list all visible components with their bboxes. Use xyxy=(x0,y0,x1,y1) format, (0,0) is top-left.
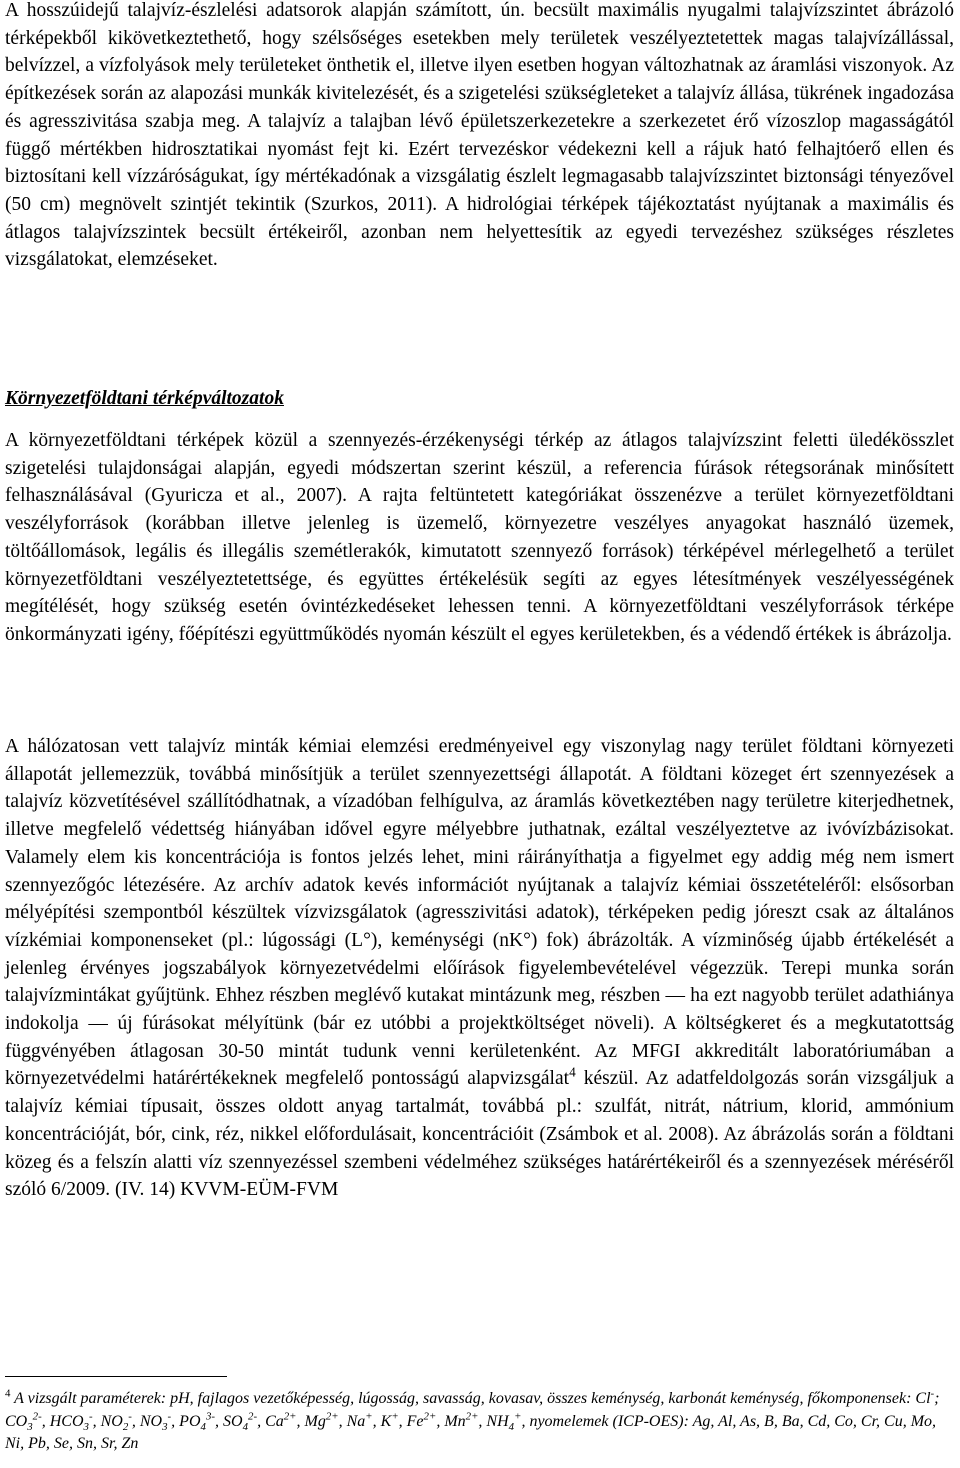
ion-separator: ; xyxy=(934,1390,940,1407)
ion-charge: 2- xyxy=(248,1410,258,1423)
ion-formula xyxy=(100,1410,132,1433)
ion-base: NO xyxy=(139,1412,163,1430)
ion-separator: , xyxy=(478,1412,487,1430)
ion-charge: 2+ xyxy=(423,1410,437,1423)
footnote-separator xyxy=(5,1376,227,1377)
paragraph-water-chemistry-text-2: készül. Az adatfeldolgozás során vizsgáljuk a talajvíz kémiai típusait, összes oldott anyag tartalmát, továbbá pl.: szulfát, nitrát, nátrium, klorid, ammónium koncentrációját, bór, cink, réz, nikkel előfordulásait, koncentrációit (Zsámbok et al. 2008). Az ábrázolás során a földtani közeg és a felszín alatti víz szennyezéssel szembeni védelméhez szükséges határértékeiről és a szennyezések méréséről szóló 6/2009. (IV. 14) KVVM-EÜM-FVM xyxy=(5,1068,954,1201)
ion-separator: , xyxy=(436,1412,445,1430)
ion-subscript: 4 xyxy=(508,1420,515,1433)
ion-base: NH xyxy=(486,1412,509,1430)
ion-base: CO xyxy=(5,1412,28,1430)
ion-charge: 3- xyxy=(205,1410,215,1423)
ion-separator: , xyxy=(41,1412,50,1430)
ion-formula xyxy=(304,1410,339,1430)
ion-base: K xyxy=(380,1412,392,1430)
ion-base: Ca xyxy=(265,1412,284,1430)
ion-formula xyxy=(346,1410,373,1430)
ion-charge: 2+ xyxy=(283,1410,297,1423)
paragraph-environmental-maps: A környezetföldtani térképek közül a szennyezés-érzékenységi térkép az átlagos talajvízszint feletti üledékösszlet szigetelési tulajdonságai alapján, egyedi módszertan szerint készül, a referencia fúrások rétegsorának minősített felhasználásával (Gyuricza et al., 2007). A rajta feltüntetett kategóriákat összenézve a terület környezetföldtani veszélyforrások (korábban illetve jelenleg is üzemelő, környezetre veszélyes anyagokat használó üzemek, töltőállomások, legális és illegális szemétlerakók, kimutatott szennyező források) térképével mérlegelhető a terület környezetföldtani veszélyeztetettsége, és együttes értékelésük segíti az egyes létesítmények veszélyességének megítélését, hogy szükség esetén óvintézkedéseket lehessen tenni. A környezetföldtani veszélyforrások térképe önkormányzati igény, főépítészi együttműködés nyomán készült el egyes kerületekben, és a védendő értékek is ábrázolja. xyxy=(5,430,954,645)
ion-separator: , xyxy=(372,1412,381,1430)
ion-base: NO xyxy=(100,1412,123,1430)
section-heading: Környezetföldtani térképváltozatok xyxy=(5,388,284,409)
footnote xyxy=(5,1388,954,1456)
ion-formula xyxy=(49,1410,93,1433)
ion-charge: - xyxy=(167,1410,172,1423)
ion-charge: - xyxy=(930,1387,935,1400)
ion-base: Mn xyxy=(444,1412,466,1430)
ion-formula xyxy=(265,1410,297,1430)
paragraph-water-chemistry xyxy=(5,733,954,1204)
footnote-number: 4 xyxy=(5,1387,11,1400)
paragraph-water-chemistry-text-1: A hálózatosan vett talajvíz minták kémiai elemzési eredményeivel egy viszonylag nagy terület földtani környezeti állapotát jellemezzük, továbbá minősítjük a terület szennyezettségi állapotát. A földtani közeget ért szennyezések a talajvíz közvetítésével szállítódhatnak, a vízadóban felhígulva, az áramlás következtében nagy területre kiterjedhetnek, illetve megfelelő védettség hiányában idővel egyre mélyebbre juthatnak, ezáltal veszélyeztetve az ivóvízbázisokat. Valamely elem kis koncentrációja is fontos jelzés lehet, mini ráirányíthatja a figyelmet egy addig még nem ismert szennyezőgóc létezésére. Az archív adatok kevés információt nyújtanak a talajvíz kémiai összetételéről: elsősorban mélyépítési szempontból készültek vízvizsgálatok (agresszivitási adatok), térképeken pedig jóreszt csak az általános vízkémiai komponenseket (pl.: lúgossági (L°), keménységi (nK°) fok) ábrázolták. A vízminőség újabb értékelését a jelenleg érvényes jogszabályok környezetvédelmi előírások figyelembevételével végezzük. Terepi munka során talajvízmintákat gyűjtünk. Ehhez részben meglévő kutakat mintázunk meg, részben — ha ezt nagyobb terület adathiánya indokolja — új fúrásokat mélyítünk (bár ez utóbbi a projektköltséget növeli). A költségkeret és a megkutatottság függvényében átlagosan 30-50 mintát tudunk venni kerületenként. Az MFGI akkreditált laboratóriumában a környezetvédelmi határértékeknek megfelelő pontosságú alapvizsgálat xyxy=(5,736,954,1090)
ion-separator: , xyxy=(215,1412,223,1430)
ion-base: HCO xyxy=(49,1412,84,1430)
ion-formula xyxy=(444,1410,479,1430)
ion-separator: , xyxy=(92,1412,101,1430)
footnote-reference[interactable]: 4 xyxy=(569,1064,576,1080)
ion-charge: - xyxy=(88,1410,93,1423)
ion-formula xyxy=(5,1410,42,1433)
ion-subscript: 4 xyxy=(200,1420,206,1433)
ion-base: Na xyxy=(346,1412,366,1430)
ion-base: Cl xyxy=(915,1390,931,1407)
ion-formula xyxy=(486,1410,522,1433)
paragraph-groundwater-maps: A hosszúidejű talajvíz-észlelési adatsorok alapján számított, ún. becsült maximális nyugalmi talajvízszintet ábrázoló térképekből kikövetkeztethető, hogy szélsőséges esetekben mely területek veszélyeztetettek magas talajvízállással, belvízzel, a vízfolyások mely területeket önthetik el, illetve ilyen esetben hogyan változhatnak az áramlási viszonyok. Az építkezések során az alapozási munkák kivitelezését, és a szigetelési szükségleteket a talajvíz állása, tükrének ingadozása és agresszivitása szabja meg. A talajvíz a talajban lévő épületszerkezetekre a szerkezetet érő vízoszlop magasságától függő mértékben hidrosztatikai nyomást fejt ki. Ezért tervezéskor védekezni kell a rájuk ható felhajtóerő ellen és biztosítani kell vízzáróságukat, így mértékadónak a vizsgálatig észlelt legmagasabb talajvízszintet biztonsági tényezővel (50 cm) megnövelt szintjét tekintik (Szurkos, 2011). A hidrológiai térképek tájékoztatást nyújtanak a maximális és átlagos talajvízszintek becsült értékeiről, azonban nem helyettesítik az egyedi tervezéshez szükséges részletes vizsgálatokat, elemzéseket. xyxy=(5,0,954,271)
ion-subscript: 3 xyxy=(83,1420,89,1433)
ion-charge: + xyxy=(391,1410,399,1423)
ion-formula xyxy=(406,1410,437,1430)
ion-separator: , xyxy=(171,1412,180,1430)
ion-separator: , xyxy=(296,1412,305,1430)
ion-subscript: 3 xyxy=(27,1420,33,1433)
ion-base: Mg xyxy=(304,1412,326,1430)
ion-subscript: 4 xyxy=(242,1420,248,1433)
ion-base: SO xyxy=(223,1412,243,1430)
ion-subscript: 2 xyxy=(122,1420,129,1433)
ion-formula xyxy=(380,1410,399,1430)
ion-subscript: 3 xyxy=(162,1420,168,1433)
ion-separator: , xyxy=(338,1412,347,1430)
ion-charge: 2+ xyxy=(465,1410,479,1423)
ion-charge: 2+ xyxy=(325,1410,339,1423)
ion-formula xyxy=(223,1410,258,1433)
ion-charge: + xyxy=(514,1410,522,1423)
ion-charge: - xyxy=(128,1410,132,1423)
ion-formula xyxy=(179,1410,215,1433)
ion-separator: , xyxy=(131,1412,140,1430)
ion-base: Fe xyxy=(406,1412,424,1430)
ion-base: PO xyxy=(179,1412,201,1430)
ion-charge: + xyxy=(365,1410,373,1423)
ion-formula xyxy=(915,1387,935,1407)
ion-formula xyxy=(139,1410,172,1433)
ion-separator: , xyxy=(257,1412,266,1430)
ion-separator: , xyxy=(398,1412,407,1430)
ion-charge: 2- xyxy=(32,1410,42,1423)
footnote-intro: A vizsgált paraméterek: pH, fajlagos vezetőképesség, lúgosság, savasság, kovasav, összes keménység, karbonát keménység, főkomponensek: xyxy=(14,1390,916,1407)
footnote-trace-elements: , nyomelemek (ICP-OES): Ag, Al, As, B, Ba, Cd, Co, Cr, Cu, Mo, Ni, Pb, Se, Sn, Sr, Zn xyxy=(5,1412,937,1452)
